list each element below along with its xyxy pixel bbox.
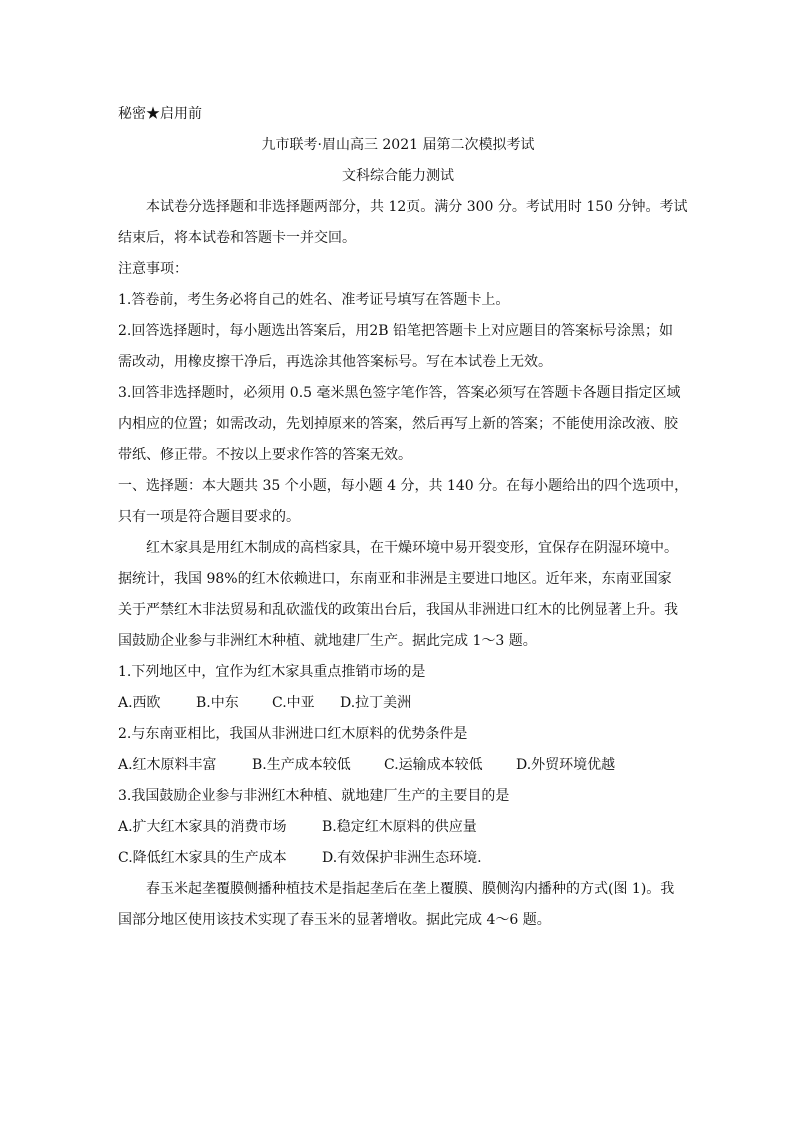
question-2-stem: 2.与东南亚相比，我国从非洲进口红木原料的优势条件是 — [118, 726, 468, 742]
q3-option-c: C.降低红木家具的生产成本 — [118, 850, 287, 866]
note-item-3-line-2: 内相应的位置；如需改动，先划掉原来的答案，然后再写上新的答案；不能使用涂改液、胶 — [118, 416, 678, 432]
exam-page — [118, 99, 689, 936]
q3-option-d: D.有效保护非洲生态环境. — [322, 850, 482, 866]
q1-option-a: A.西欧 — [118, 695, 161, 711]
confidential-mark: 秘密★启用前 — [118, 106, 202, 122]
note-item-2-line-2: 需改动，用橡皮擦干净后，再选涂其他答案标号。写在本试卷上无效。 — [118, 354, 552, 370]
question-1-stem: 1.下列地区中，宜作为红木家具重点推销市场的是 — [118, 664, 426, 680]
section-heading-line-1: 一、选择题：本大题共 35 个小题，每小题 4 分，共 140 分。在每小题给出的四个选项中， — [118, 478, 689, 494]
q3-option-b: B.稳定红木原料的供应量 — [322, 819, 477, 835]
q3-option-a: A.扩大红木家具的消费市场 — [118, 819, 287, 835]
exam-title: 九市联考·眉山高三 2021 届第二次模拟考试 — [261, 137, 535, 153]
passage2-line-2: 国部分地区使用该技术实现了春玉米的显著增收。据此完成 4～6 题。 — [118, 912, 551, 928]
intro-line-1: 本试卷分选择题和非选择题两部分，共 12页。满分 300 分。考试用时 150 分钟。考试 — [146, 199, 688, 215]
q1-option-d: D.拉丁美洲 — [340, 695, 412, 711]
intro-line-2: 结束后，将本试卷和答题卡一并交回。 — [118, 230, 356, 246]
question-3-options-row-1 — [118, 812, 678, 843]
q1-option-c: C.中亚 — [272, 695, 315, 711]
passage1-line-2: 据统计，我国 98%的红木依赖进口，东南亚和非洲是主要进口地区。近年来，东南亚国家 — [118, 571, 672, 587]
passage1-line-1: 红木家具是用红木制成的高档家具，在干燥环境中易开裂变形，宜保存在阴湿环境中。 — [146, 540, 678, 556]
section-heading-line-2: 只有一项是符合题目要求的。 — [118, 509, 300, 525]
question-3-options-row-2 — [118, 843, 678, 874]
question-3-stem: 3.我国鼓励企业参与非洲红木种植、就地建厂生产的主要目的是 — [118, 788, 510, 804]
q2-option-b: B.生产成本较低 — [252, 757, 351, 773]
passage1-line-4: 国鼓励企业参与非洲红木种植、就地建厂生产。据此完成 1～3 题。 — [118, 633, 537, 649]
passage2-line-1: 春玉米起垄覆膜侧播种植技术是指起垄后在垄上覆膜、膜侧沟内播种的方式(图 1)。我 — [146, 881, 675, 897]
note-item-1: 1.答卷前，考生务必将自己的姓名、准考证号填写在答题卡上。 — [118, 292, 510, 308]
notes-heading: 注意事项： — [118, 261, 188, 277]
q2-option-a: A.红木原料丰富 — [118, 757, 217, 773]
note-item-2-line-1: 2.回答选择题时，每小题选出答案后，用2B 铅笔把答题卡上对应题目的答案标号涂黑；如 — [118, 323, 674, 339]
q2-option-c: C.运输成本较低 — [384, 757, 483, 773]
note-item-3-line-3: 带纸、修正带。不按以上要求作答的答案无效。 — [118, 447, 412, 463]
question-1-options — [118, 688, 678, 719]
exam-subtitle: 文科综合能力测试 — [342, 168, 454, 184]
q1-option-b: B.中东 — [196, 695, 239, 711]
q2-option-d: D.外贸环境优越 — [516, 757, 616, 773]
question-2-options — [118, 750, 678, 781]
passage1-line-3: 关于严禁红木非法贸易和乱砍滥伐的政策出台后，我国从非洲进口红木的比例显著上升。我 — [118, 602, 678, 618]
note-item-3-line-1: 3.回答非选择题时，必须用 0.5 毫米黑色签字笔作答，答案必须写在答题卡各题目指定区域 — [118, 385, 681, 401]
